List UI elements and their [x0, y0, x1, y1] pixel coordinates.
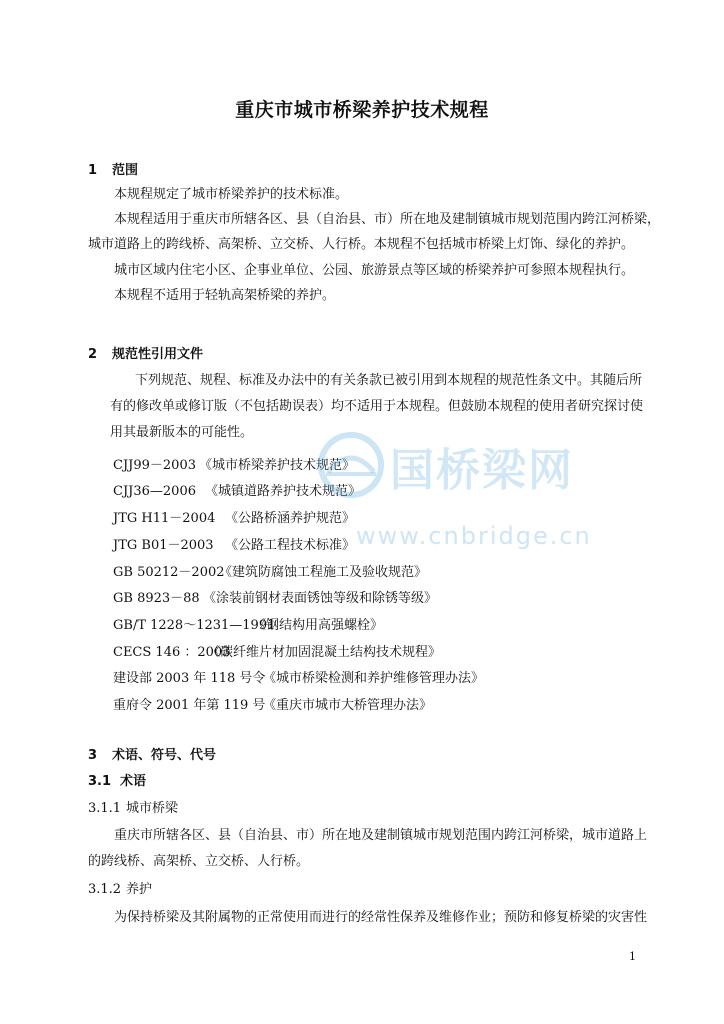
- term-title: 城市桥梁: [126, 801, 179, 816]
- reference-title: 《城市桥梁检测和养护维修管理办法》: [263, 671, 485, 686]
- section-2-heading: [88, 347, 203, 363]
- subsection-3-1-heading: [88, 774, 146, 790]
- reference-title: 《涂装前钢材表面锈蚀等级和除锈等级》: [203, 591, 438, 606]
- section-number: 3: [88, 748, 98, 763]
- paragraph: 城市区域内住宅小区、企事业单位、公园、旅游景点等区域的桥梁养护可参照本规程执行。: [114, 263, 635, 278]
- section-1-heading: [88, 163, 138, 179]
- paragraph: 用其最新版本的可能性。: [110, 425, 254, 440]
- reference-code: JTG B01－2003: [113, 538, 214, 553]
- subsection-number: 3.1: [88, 774, 112, 789]
- reference-title: 《重庆市城市大桥管理办法》: [263, 698, 433, 713]
- reference-code: GB 8923－88: [113, 591, 200, 606]
- section-3-heading: [88, 748, 216, 764]
- paragraph: 的跨线桥、高架桥、立交桥、人行桥。: [88, 854, 310, 869]
- paragraph: 本规程规定了城市桥梁养护的技术标准。: [114, 187, 349, 202]
- paragraph: 本规程不适用于轻轨高架桥梁的养护。: [114, 288, 336, 303]
- reference-code: CJJ36—2006: [113, 484, 196, 499]
- reference-code: 建设部 2003 年 118 号令: [113, 671, 266, 686]
- reference-title: 《公路桥涵养护规范》: [225, 511, 356, 526]
- subsection-title: 术语: [120, 774, 147, 789]
- section-title: 规范性引用文件: [112, 347, 204, 362]
- reference-code: GB/T 1228～1231—1991: [113, 618, 276, 633]
- reference-code: 重府令 2001 年第 119 号: [113, 698, 266, 713]
- paragraph: 本规程适用于重庆市所辖各区、县（自治县、市）所在地及建制镇城市规划范围内跨江河桥梁，: [114, 212, 661, 227]
- term-3-1-1: [88, 801, 178, 817]
- reference-title: 《公路工程技术标准》: [225, 538, 356, 553]
- page-number: 1: [629, 950, 636, 963]
- paragraph: 为保持桥梁及其附属物的正常使用而进行的经常性保养及维修作业；预防和修复桥梁的灾害性: [114, 910, 648, 925]
- reference-title: 《城镇道路养护技术规范》: [205, 484, 362, 499]
- reference-item: [113, 484, 361, 500]
- section-title: 范围: [112, 163, 139, 178]
- reference-title: 《钢结构用高强螺栓》: [253, 618, 384, 633]
- term-number: 3.1.1: [88, 801, 122, 816]
- reference-code: GB 50212－2002: [113, 565, 225, 580]
- paragraph: 城市道路上的跨线桥、高架桥、立交桥、人行桥。本规程不包括城市桥梁上灯饰、绿化的养护。: [88, 237, 635, 252]
- reference-item: [113, 645, 441, 661]
- reference-code: CJJ99－2003: [113, 458, 196, 473]
- reference-item: [113, 565, 427, 581]
- term-number: 3.1.2: [88, 882, 122, 897]
- reference-item: [113, 671, 484, 687]
- reference-title: 《建筑防腐蚀工程施工及验收规范》: [219, 565, 428, 580]
- paragraph: 下列规范、规程、标准及办法中的有关条款已被引用到本规程的规范性条文中。其随后所: [135, 373, 643, 388]
- term-3-1-2: [88, 882, 152, 898]
- paragraph: 有的修改单或修订版（不包括勘误表）均不适用于本规程。但鼓励本规程的使用者研究探讨使: [110, 399, 644, 414]
- reference-item: [113, 458, 355, 474]
- paragraph: 重庆市所辖各区、县（自治县、市）所在地及建制镇城市规划范围内跨江河桥梁，城市道路上: [114, 828, 648, 843]
- section-title: 术语、符号、代号: [112, 748, 217, 763]
- reference-title: 《碳纤维片材加固混凝土结构技术规程》: [207, 645, 442, 660]
- watermark-title: 国桥梁网: [390, 445, 574, 496]
- reference-item: [113, 618, 383, 634]
- reference-code: JTG H11－2004: [113, 511, 216, 526]
- reference-item: [113, 698, 432, 714]
- reference-item: [113, 591, 437, 607]
- reference-code: CECS 146 ：2003: [113, 645, 231, 660]
- reference-item: [113, 538, 355, 554]
- reference-title: 《城市桥梁养护技术规范》: [199, 458, 356, 473]
- watermark-url: www.cnbridge.cn: [356, 522, 592, 550]
- section-number: 2: [88, 347, 98, 362]
- section-number: 1: [88, 163, 98, 178]
- term-title: 养护: [126, 882, 153, 897]
- reference-item: [113, 511, 355, 527]
- document-title: 重庆市城市桥梁养护技术规程: [235, 99, 489, 121]
